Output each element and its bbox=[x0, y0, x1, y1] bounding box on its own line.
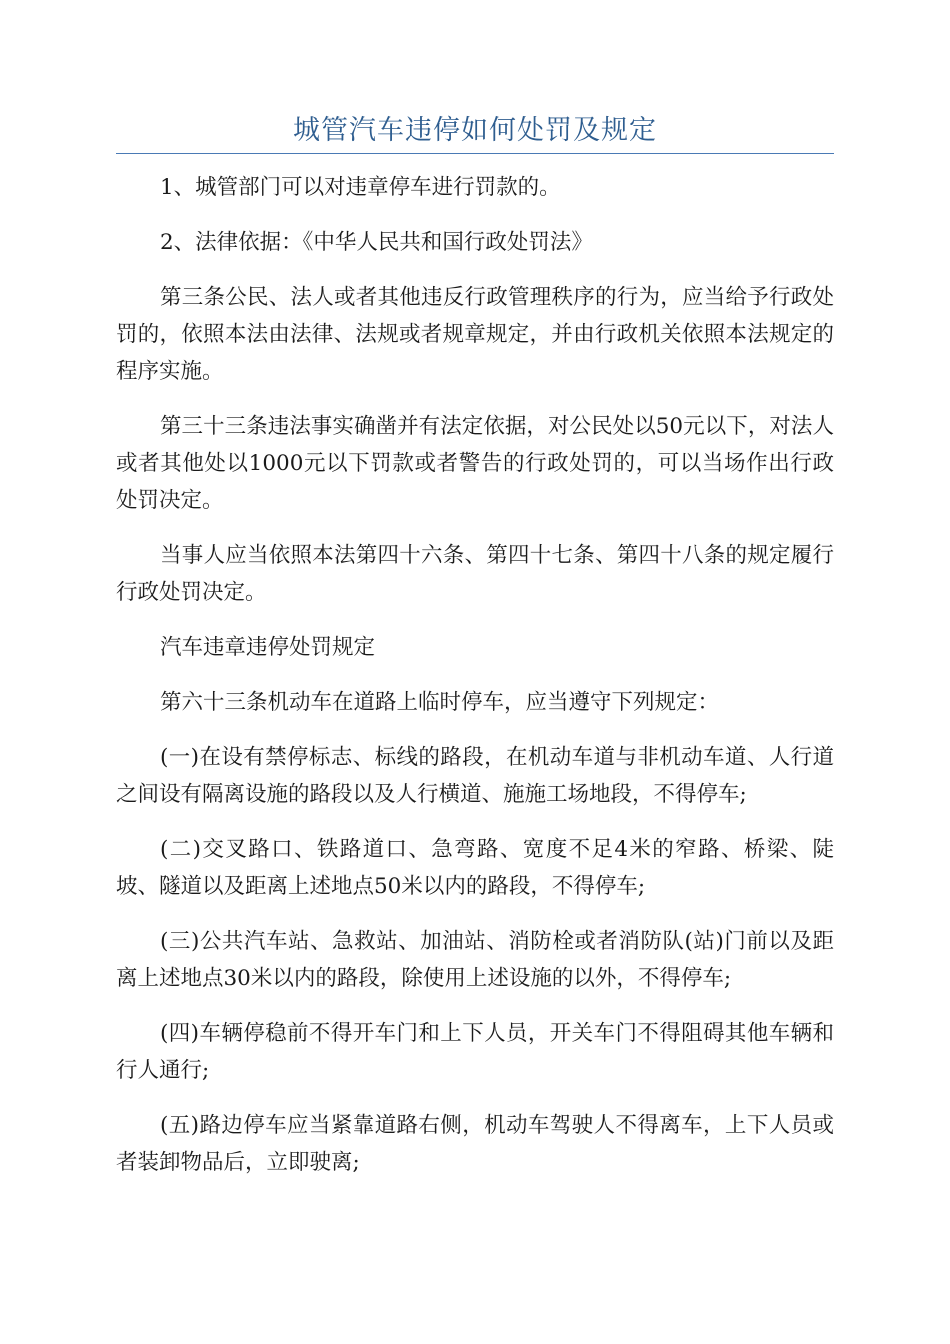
title-underline bbox=[116, 153, 834, 154]
paragraph-4: 第三十三条违法事实确凿并有法定依据，对公民处以50元以下，对法人或者其他处以1000元以下罚款或者警告的行政处罚的，可以当场作出行政处罚决定。 bbox=[116, 414, 834, 513]
paragraph-3: 第三条公民、法人或者其他违反行政管理秩序的行为，应当给予行政处罚的，依照本法由法律、法规或者规章规定，并由行政机关依照本法规定的程序实施。 bbox=[116, 285, 834, 384]
paragraph-11: (四)车辆停稳前不得开车门和上下人员，开关车门不得阻碍其他车辆和行人通行; bbox=[116, 1021, 834, 1083]
paragraph-8: (一)在设有禁停标志、标线的路段，在机动车道与非机动车道、人行道之间设有隔离设施的路段以及人行横道、施施工场地段，不得停车; bbox=[116, 745, 834, 807]
paragraph-5: 当事人应当依照本法第四十六条、第四十七条、第四十八条的规定履行行政处罚决定。 bbox=[116, 543, 834, 605]
page-title: 城管汽车违停如何处罚及规定 bbox=[293, 115, 657, 146]
paragraph-12: (五)路边停车应当紧靠道路右侧，机动车驾驶人不得离车，上下人员或者装卸物品后，立即驶离; bbox=[116, 1113, 834, 1175]
paragraph-1: 1、城管部门可以对违章停车进行罚款的。 bbox=[160, 175, 561, 200]
paragraph-7: 第六十三条机动车在道路上临时停车，应当遵守下列规定： bbox=[160, 690, 720, 715]
paragraph-10: (三)公共汽车站、急救站、加油站、消防栓或者消防队(站)门前以及距离上述地点30米以内的路段，除使用上述设施的以外，不得停车; bbox=[116, 929, 834, 991]
paragraph-9: (二)交叉路口、铁路道口、急弯路、宽度不足4米的窄路、桥梁、陡坡、隧道以及距离上述地点50米以内的路段，不得停车; bbox=[116, 837, 834, 899]
document-page bbox=[116, 0, 834, 1344]
paragraph-2: 2、法律依据：《中华人民共和国行政处罚法》 bbox=[160, 230, 593, 255]
document-body bbox=[116, 169, 834, 1181]
paragraph-6: 汽车违章违停处罚规定 bbox=[160, 635, 376, 660]
